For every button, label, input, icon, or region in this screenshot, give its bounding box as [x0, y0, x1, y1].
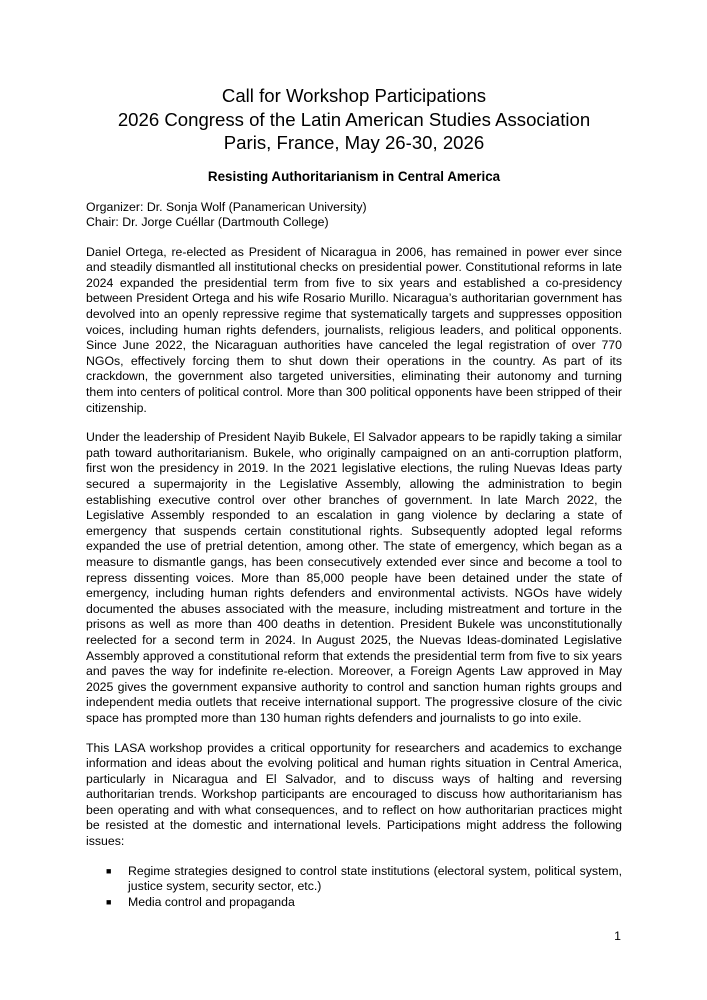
- document-page: [86, 84, 622, 910]
- list-item-text: Regime strategies designed to control state institutions (electoral system, political system, justice system, security sector, etc.): [128, 863, 622, 894]
- workshop-subtitle: Resisting Authoritarianism in Central America: [207, 168, 501, 184]
- page-number: 1: [614, 929, 621, 943]
- organizer-line: Organizer: Dr. Sonja Wolf (Panamerican University): [86, 199, 367, 214]
- chair-line: Chair: Dr. Jorge Cuéllar (Dartmouth College): [86, 215, 329, 230]
- title-line-3: Paris, France, May 26-30, 2026: [223, 132, 485, 153]
- title-line-1: Call for Workshop Participations: [221, 85, 487, 106]
- paragraph-el-salvador: Under the leadership of President Nayib Bukele, El Salvador appears to be rapidly taking a similar path toward authoritarianism. Bukele, who originally campaigned on an anti-corruption platform, first won the presidency in 2019. In the 2021 legislative elections, the ruling Nuevas Ideas party secured a supermajority in the Legislative Assembly, allowing the administration to begin establishing executive control over other branches of government. In late March 2022, the Legislative Assembly responded to an escalation in gang violence by declaring a state of emergency that suspends certain constitutional rights. Subsequently adopted legal reforms expanded the use of pretrial detention, among other. The state of emergency, which began as a measure to dismantle gangs, has been consecutively extended ever since and become a tool to repress dissenting voices. More than 85,000 people have been detained under the state of emergency, including human rights defenders and environmental activists. NGOs have widely documented the abuses associated with the measure, including mistreatment and torture in the prisons as well as more than 400 deaths in detention. President Bukele was unconstitutionally reelected for a second term in 2024. In August 2025, the Nuevas Ideas-dominated Legislative Assembly approved a constitutional reform that extends the presidential term from five to six years and paves the way for indefinite re-election. Moreover, a Foreign Agents Law approved in May 2025 gives the government expansive authority to control and sanction human rights groups and independent media outlets that receive international support. The progressive closure of the civic space has prompted more than 130 human rights defenders and journalists to go into exile.: [86, 430, 622, 725]
- list-item: [86, 895, 622, 911]
- paragraph-nicaragua: Daniel Ortega, re-elected as President of Nicaragua in 2006, has remained in power ever since and steadily dismantled all institutional checks on presidential power. Constitutional reforms in late 2024 expanded the presidential term from five to six years and established a co-presidency between President Ortega and his wife Rosario Murillo. Nicaragua’s authoritarian government has devolved into an openly repressive regime that systematically targets and suppresses opposition voices, including human rights defenders, journalists, religious leaders, and political opponents. Since June 2022, the Nicaraguan authorities have canceled the legal registration of over 770 NGOs, effectively forcing them to shut down their operations in the country. As part of its crackdown, the government also targeted universities, eliminating their autonomy and turning them into centers of political control. More than 300 political opponents have been stripped of their citizenship.: [86, 244, 622, 415]
- list-item: [86, 864, 622, 895]
- square-bullet-icon: ■: [106, 896, 112, 907]
- title-line-2: 2026 Congress of the Latin American Studies Association: [117, 108, 591, 130]
- workshop-meta: [86, 200, 622, 231]
- list-item-text: Media control and propaganda: [128, 894, 295, 909]
- issues-list: [86, 864, 622, 911]
- square-bullet-icon: ■: [106, 865, 112, 876]
- paragraph-workshop: This LASA workshop provides a critical opportunity for researchers and academics to exchange information and ideas about the evolving political and human rights situation in Central America, particularly in Nicaragua and El Salvador, and to discuss ways of halting and reversing authoritarian trends. Workshop participants are encouraged to discuss how authoritarianism has been operating and with what consequences, and to reflect on how authoritarian practices might be resisted at the domestic and international levels. Participations might address the following issues:: [86, 740, 622, 849]
- document-title: [86, 84, 622, 155]
